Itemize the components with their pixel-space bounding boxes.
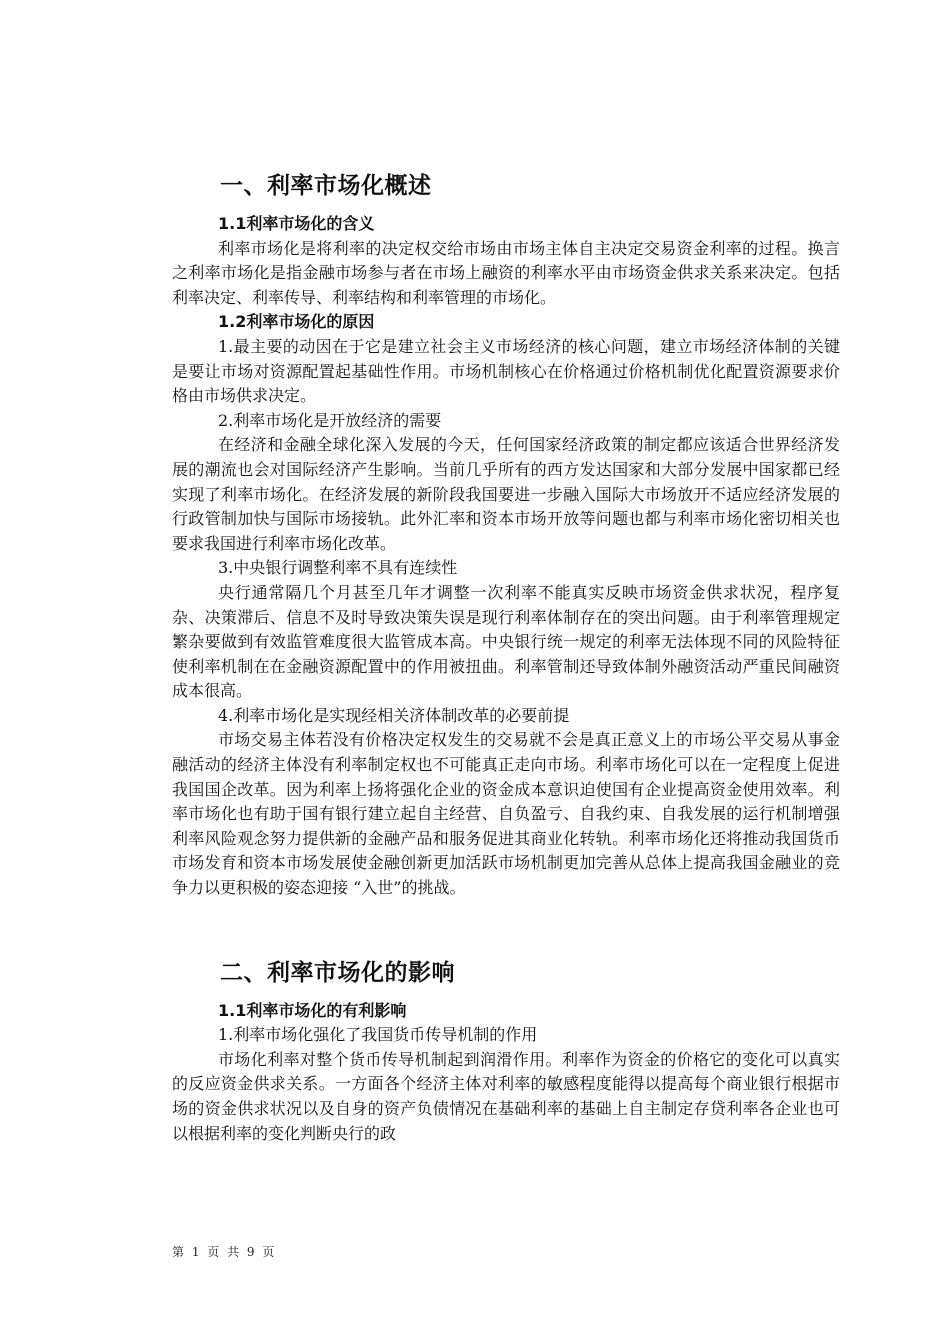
impact-1-paragraph: 市场化利率对整个货币传导机制起到润滑作用。利率作为资金的价格它的变化可以真实的反应资金供求关系。一方面各个经济主体对利率的敏感程度能得以提高每个商业银行根据市场的资金供求状况以及自身的资产负债情况在基础利率的基础上自主制定存贷利率各企业也可以根据利率的变化判断央行的政 (172, 1049, 840, 1143)
reason-1-paragraph: 1.最主要的动因在于它是建立社会主义市场经济的核心问题，建立市场经济体制的关键是要让市场对资源配置起基础性作用。市场机制核心在价格通过价格机制优化配置资源要求价格由市场供求决定。 (172, 336, 840, 406)
section-1-title: 一、利率市场化概述 (220, 173, 432, 199)
reason-4-heading: 4.利率市场化是实现经相关济体制改革的必要前提 (218, 705, 570, 725)
reason-3-heading: 3.中央银行调整利率不具有连续性 (218, 558, 458, 578)
subsection-1-1-heading: 1.1利率市场化的含义 (218, 214, 375, 233)
reason-3-paragraph: 央行通常隔几个月甚至几年才调整一次利率不能真实反映市场资金供求状况，程序复杂、决策滞后、信息不及时导致决策失误是现行利率体制存在的突出问题。由于利率管理规定繁杂要做到有效监管难度很大监管成本高。中央银行统一规定的利率无法体现不同的风险特征使利率机制在在金融资源配置中的作用被扭曲。利率管制还导致体制外融资活动严重民间融资成本很高。 (172, 582, 840, 701)
reason-2-paragraph: 在经济和金融全球化深入发展的今天，任何国家经济政策的制定都应该适合世界经济发展的潮流也会对国际经济产生影响。当前几乎所有的西方发达国家和大部分发展中国家都已经实现了利率市场化。在经济发展的新阶段我国要进一步融入国际大市场放开不适应经济发展的行政管制加快与国际市场接轨。此外汇率和资本市场开放等问题也都与利率市场化密切相关也要求我国进行利率市场化改革。 (172, 435, 840, 553)
subsection-2-1-heading: 1.1利率市场化的有利影响 (218, 1000, 407, 1020)
subsection-1-1-paragraph: 利率市场化是将利率的决定权交给市场由市场主体自主决定交易资金利率的过程。换言之利率市场化是指金融市场参与者在市场上融资的利率水平由市场资金供求关系来决定。包括利率决定、利率传导、利率结构和利率管理的市场化。 (172, 238, 840, 307)
subsection-1-2-heading: 1.2利率市场化的原因 (218, 312, 375, 332)
reason-4-paragraph: 市场交易主体若没有价格决定权发生的交易就不会是真正意义上的市场公平交易从事金融活动的经济主体没有利率制定权也不可能真正走向市场。利率市场化可以在一定程度上促进我国国企改革。因为利率上扬将强化企业的资金成本意识迫使国有企业提高资金使用效率。利率市场化也有助于国有银行建立起自主经营、自负盈亏、自我约束、自我发展的运行机制增强利率风险观念努力提供新的金融产品和服务促进其商业化转轨。利率市场化还将推动我国货币市场发育和资本市场发展使金融创新更加活跃市场机制更加完善从总体上提高我国金融业的竞争力以更积极的姿态迎接 “入世”的挑战。 (172, 730, 840, 898)
impact-1-heading: 1.利率市场化强化了我国货币传导机制的作用 (218, 1025, 538, 1045)
document-body (172, 170, 840, 1146)
page-footer: 第 1 页 共 9 页 (172, 1245, 277, 1259)
reason-2-heading: 2.利率市场化是开放经济的需要 (218, 410, 442, 430)
section-2-title: 二、利率市场化的影响 (220, 959, 455, 986)
